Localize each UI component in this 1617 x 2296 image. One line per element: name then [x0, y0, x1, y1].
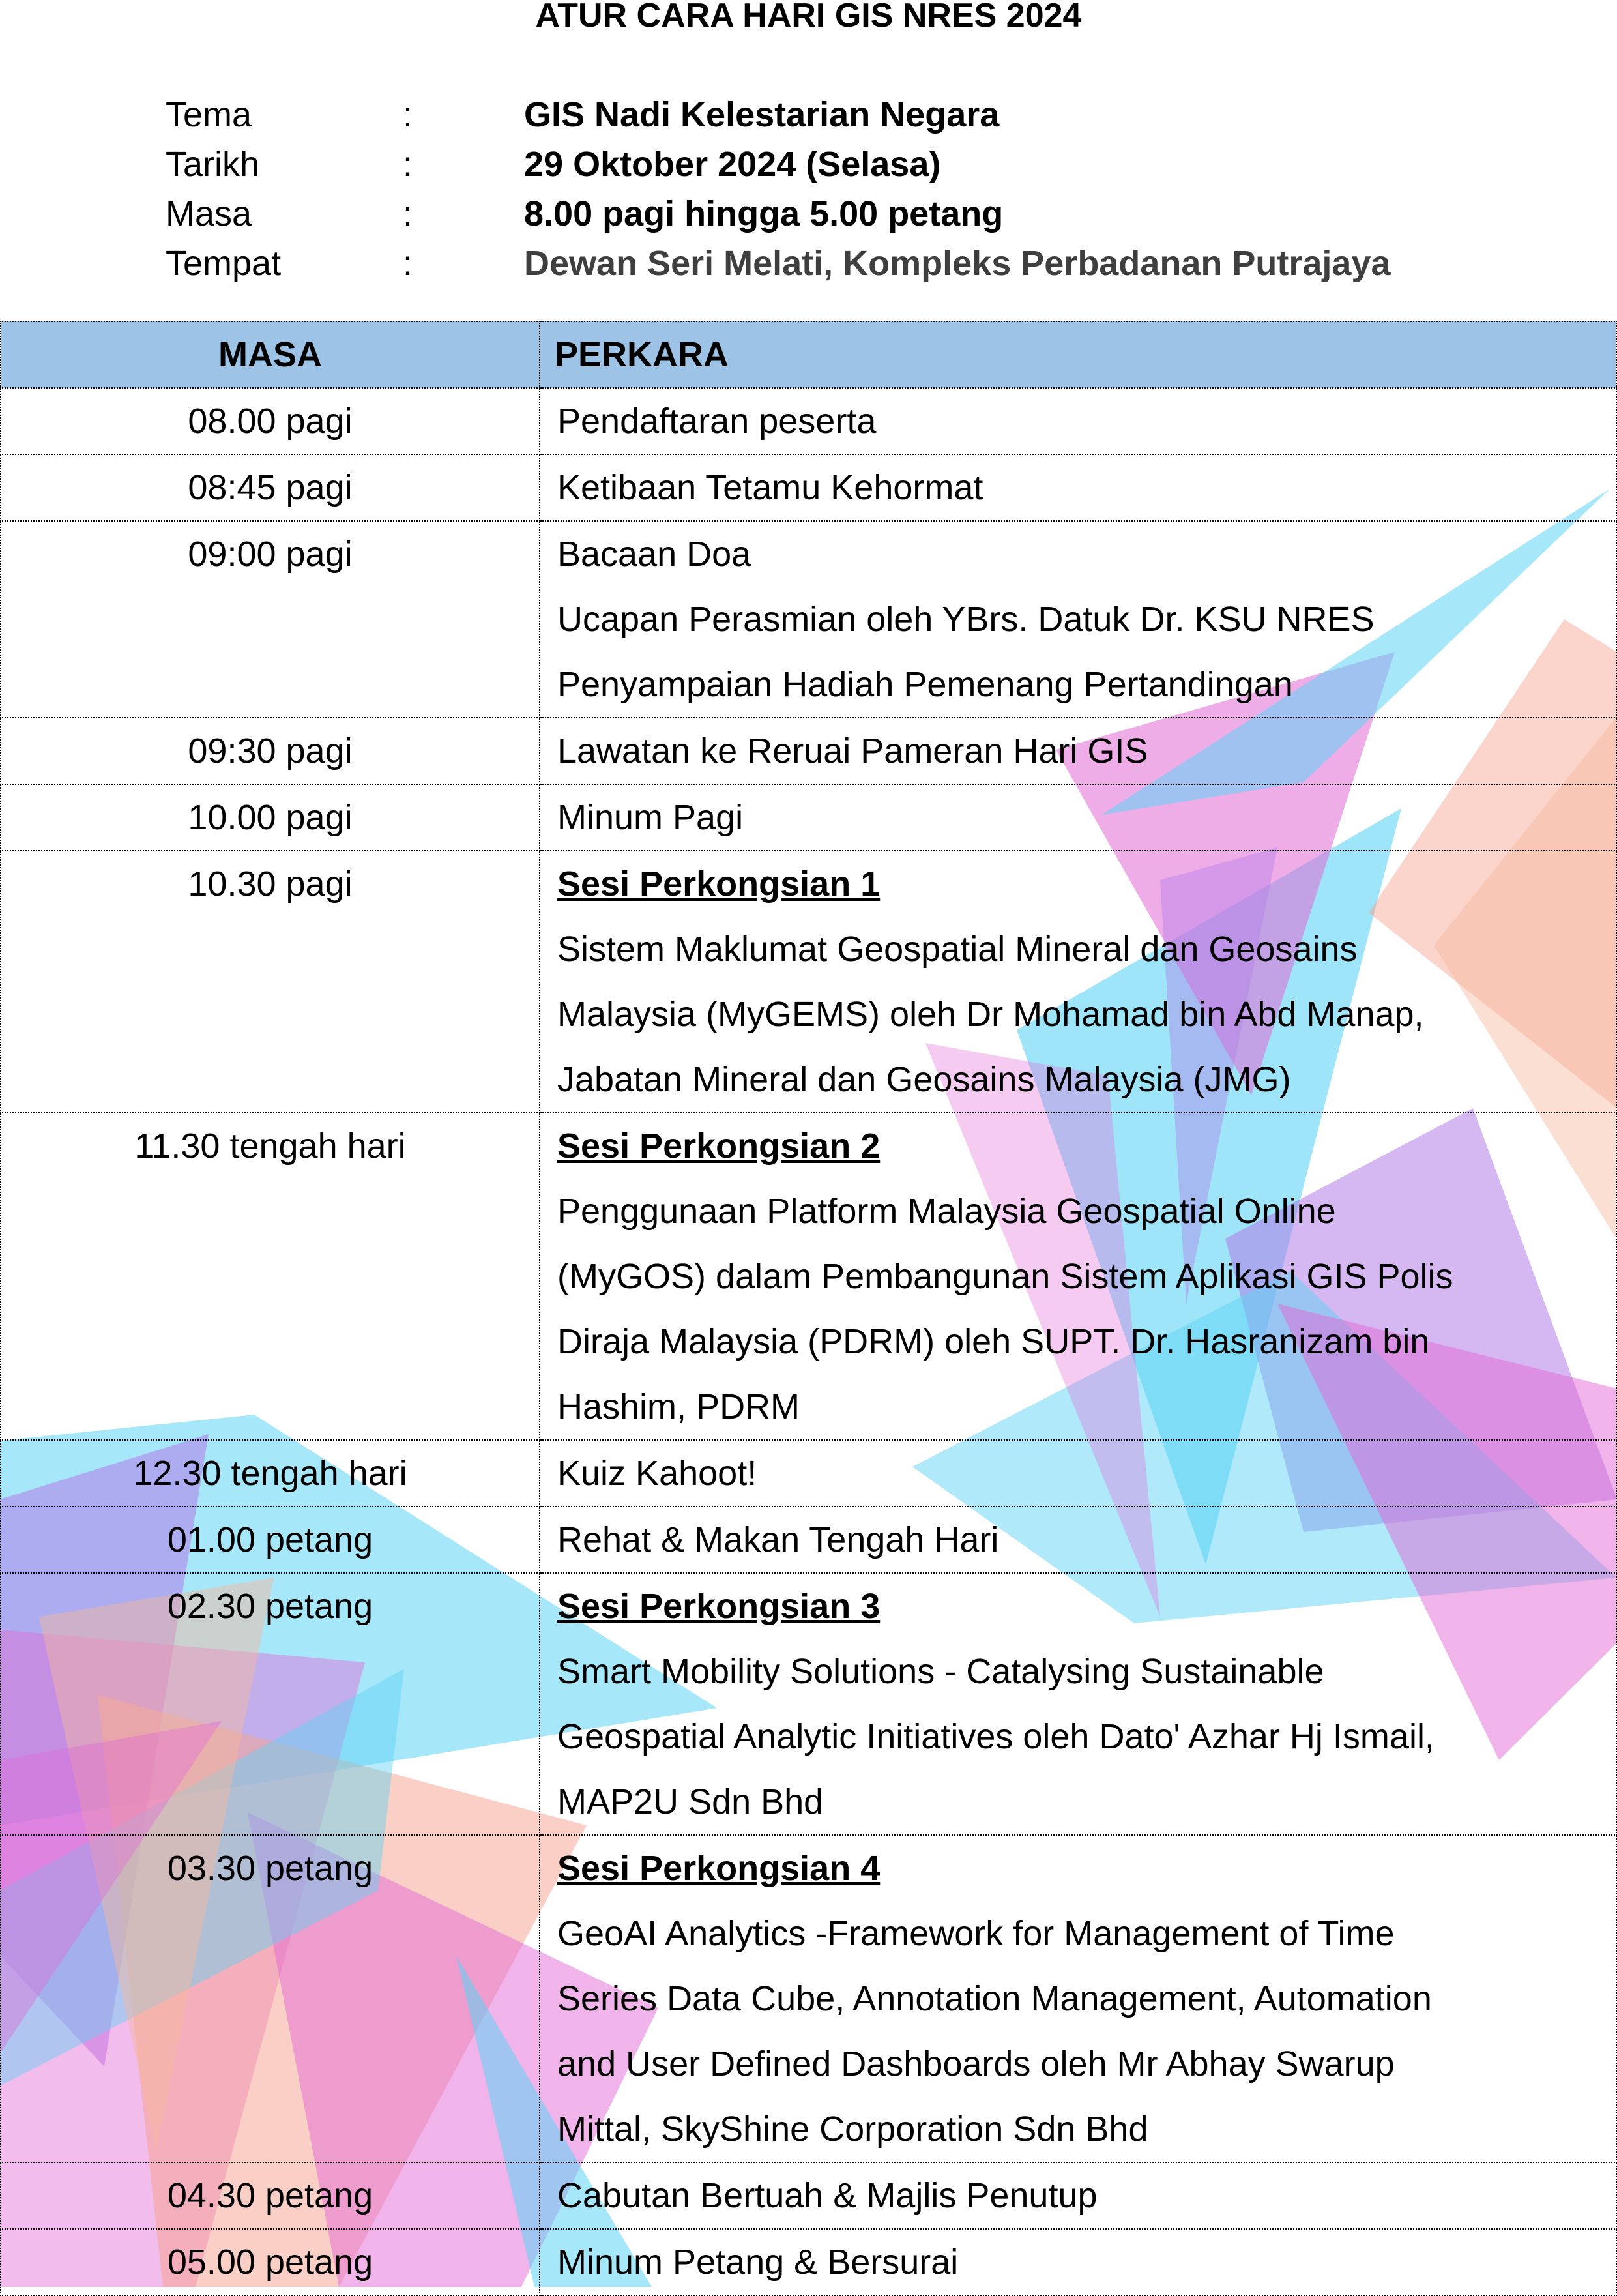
item-text: Malaysia (MyGEMS) oleh Dr Mohamad bin Abd Manap, — [557, 995, 1424, 1034]
time-cell — [1, 1440, 540, 1507]
item-text: Series Data Cube, Annotation Management, Automation — [557, 1979, 1432, 2018]
session-heading: Sesi Perkongsian 3 — [557, 1587, 881, 1626]
item-text: Ucapan Perasmian oleh YBrs. Datuk Dr. KSU NRES — [557, 600, 1375, 639]
time-text: 04.30 petang — [167, 2176, 373, 2215]
info-label: Tema — [166, 95, 252, 134]
item-text: Rehat & Makan Tengah Hari — [557, 1520, 999, 1559]
time-text: 08.00 pagi — [188, 402, 353, 441]
item-cell — [540, 1573, 1616, 1835]
table-row — [1, 1507, 1616, 1573]
info-colon: : — [403, 194, 413, 233]
item-text: Jabatan Mineral dan Geosains Malaysia (JMG) — [557, 1060, 1291, 1099]
item-text: Cabutan Bertuah & Majlis Penutup — [557, 2176, 1098, 2215]
column-header-perkara: PERKARA — [540, 321, 1616, 388]
info-colon: : — [403, 244, 413, 283]
info-colon: : — [403, 145, 413, 184]
info-value: 8.00 pagi hingga 5.00 petang — [524, 194, 1004, 233]
time-text: 11.30 tengah hari — [134, 1126, 406, 1166]
page-title: ATUR CARA HARI GIS NRES 2024 — [535, 0, 1082, 35]
table-row — [1, 1113, 1616, 1440]
time-text: 02.30 petang — [167, 1587, 373, 1626]
table-row — [1, 1573, 1616, 1835]
time-text: 08:45 pagi — [188, 468, 353, 507]
time-cell — [1, 1573, 540, 1835]
time-cell — [1, 1507, 540, 1573]
item-cell — [540, 454, 1616, 521]
item-text: (MyGOS) dalam Pembangunan Sistem Aplikasi GIS Polis — [557, 1257, 1453, 1296]
item-cell — [540, 718, 1616, 784]
info-colon: : — [403, 95, 413, 134]
time-text: 05.00 petang — [167, 2243, 373, 2282]
item-text: Diraja Malaysia (PDRM) oleh SUPT. Dr. Hasranizam bin — [557, 1322, 1430, 1361]
item-text: Minum Pagi — [557, 798, 744, 837]
time-text: 01.00 petang — [167, 1520, 373, 1559]
time-text: 10.30 pagi — [188, 864, 353, 904]
time-cell — [1, 1835, 540, 2162]
item-cell — [540, 1507, 1616, 1573]
table-row — [1, 851, 1616, 1113]
item-cell — [540, 784, 1616, 851]
item-text: Pendaftaran peserta — [557, 402, 877, 441]
time-cell — [1, 784, 540, 851]
table-row — [1, 718, 1616, 784]
time-cell — [1, 2229, 540, 2295]
info-label: Masa — [166, 194, 252, 233]
info-value: Dewan Seri Melati, Kompleks Perbadanan Putrajaya — [524, 244, 1391, 283]
item-cell — [540, 851, 1616, 1113]
info-label: Tarikh — [166, 145, 260, 184]
item-text: Mittal, SkyShine Corporation Sdn Bhd — [557, 2110, 1148, 2149]
table-row — [1, 2229, 1616, 2295]
table-row — [1, 454, 1616, 521]
time-cell — [1, 521, 540, 718]
item-cell — [540, 1113, 1616, 1440]
time-cell — [1, 388, 540, 454]
item-text: Penggunaan Platform Malaysia Geospatial Online — [557, 1192, 1336, 1231]
item-text: Penyampaian Hadiah Pemenang Pertandingan — [557, 665, 1293, 704]
item-text: Smart Mobility Solutions - Catalysing Sustainable — [557, 1652, 1324, 1691]
column-header-masa: MASA — [1, 321, 540, 388]
item-cell — [540, 2229, 1616, 2295]
table-row — [1, 1835, 1616, 2162]
table-row — [1, 784, 1616, 851]
time-cell — [1, 718, 540, 784]
item-cell — [540, 1440, 1616, 1507]
time-cell — [1, 1113, 540, 1440]
info-value: GIS Nadi Kelestarian Negara — [524, 95, 1000, 134]
item-text: and User Defined Dashboards oleh Mr Abhay Swarup — [557, 2044, 1395, 2083]
item-text: Bacaan Doa — [557, 535, 751, 574]
time-text: 10.00 pagi — [188, 798, 353, 837]
item-text: Sistem Maklumat Geospatial Mineral dan Geosains — [557, 930, 1358, 969]
table-row — [1, 521, 1616, 718]
time-text: 03.30 petang — [167, 1849, 373, 1888]
item-cell — [540, 521, 1616, 718]
table-header-row — [1, 321, 1616, 388]
item-text: MAP2U Sdn Bhd — [557, 1782, 824, 1821]
session-heading: Sesi Perkongsian 1 — [557, 864, 881, 904]
item-text: GeoAI Analytics -Framework for Management of Time — [557, 1914, 1395, 1953]
info-value: 29 Oktober 2024 (Selasa) — [524, 145, 941, 184]
info-label: Tempat — [166, 244, 282, 283]
time-text: 09:00 pagi — [188, 535, 353, 574]
session-heading: Sesi Perkongsian 2 — [557, 1126, 881, 1166]
time-text: 09:30 pagi — [188, 731, 353, 771]
item-text: Lawatan ke Reruai Pameran Hari GIS — [557, 731, 1148, 771]
table-row — [1, 2162, 1616, 2229]
item-cell — [540, 2162, 1616, 2229]
item-text: Ketibaan Tetamu Kehormat — [557, 468, 983, 507]
session-heading: Sesi Perkongsian 4 — [557, 1849, 881, 1888]
item-text: Minum Petang & Bersurai — [557, 2243, 959, 2282]
item-text: Hashim, PDRM — [557, 1387, 800, 1426]
table-row — [1, 388, 1616, 454]
item-cell — [540, 388, 1616, 454]
table-row — [1, 1440, 1616, 1507]
item-text: Kuiz Kahoot! — [557, 1454, 757, 1493]
item-cell — [540, 1835, 1616, 2162]
time-text: 12.30 tengah hari — [133, 1454, 407, 1493]
time-cell — [1, 454, 540, 521]
agenda-table — [0, 321, 1617, 2296]
item-text: Geospatial Analytic Initiatives oleh Dato' Azhar Hj Ismail, — [557, 1717, 1435, 1756]
time-cell — [1, 851, 540, 1113]
time-cell — [1, 2162, 540, 2229]
